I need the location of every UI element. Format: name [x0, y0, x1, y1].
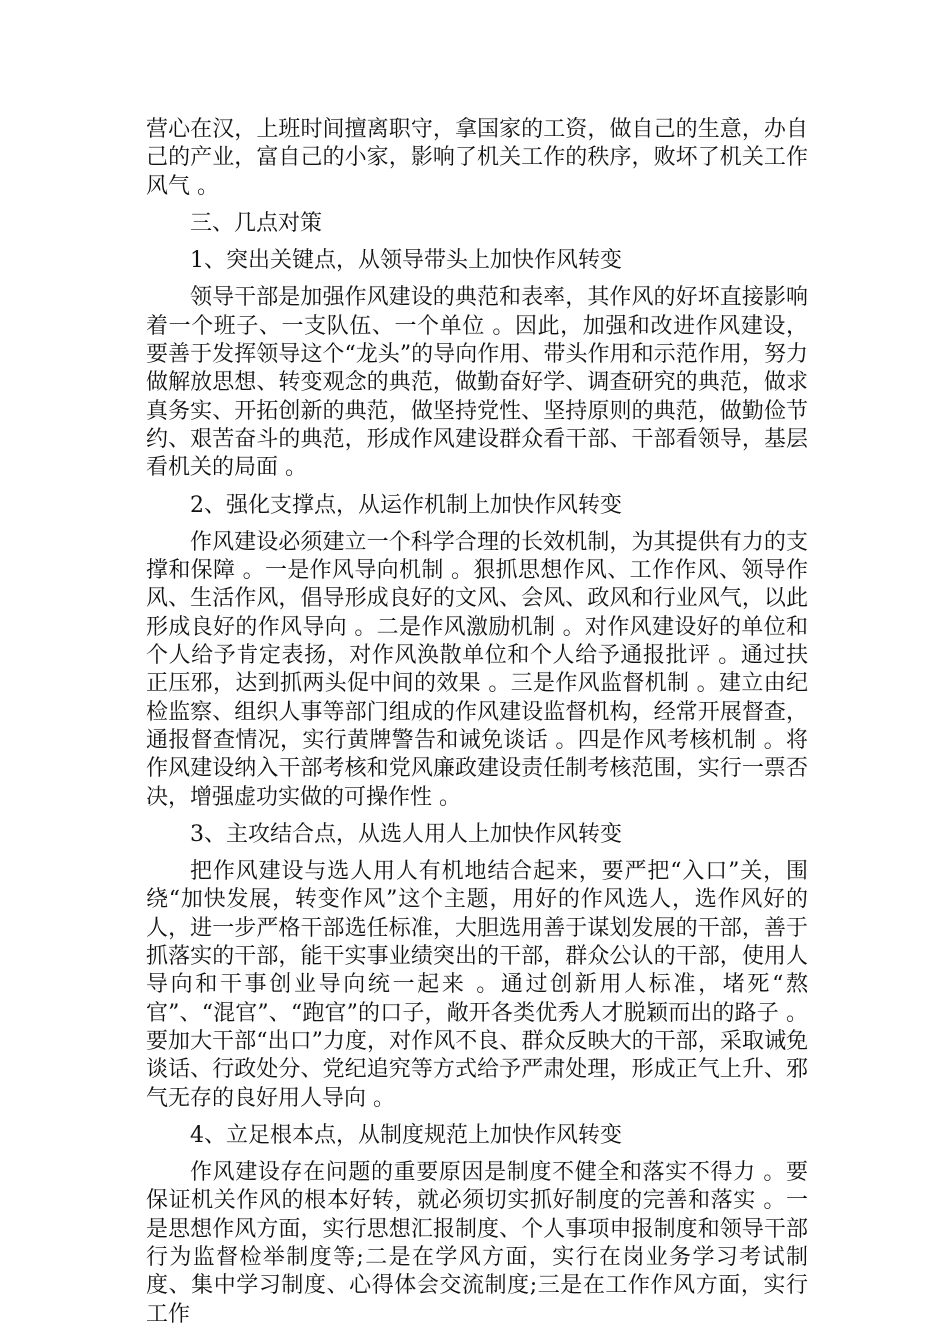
subheading-2: 2、强化支撑点，从运作机制上加快作风转变 — [190, 492, 622, 518]
paragraph-mechanism: 作风建设必须建立一个科学合理的长效机制，为其提供有力的支撑和保障 。一是作风导向机制 。狠抓思想作风、工作作风、领导作风、生活作风，倡导形成良好的文风、会风、政风和行业风气，以此形成良好的作风导向 。二是作风激励机制 。对作风建设好的单位和个人给予肯定表扬，对作风涣散单位和个人给予通报批评 。通过扶正压邪，达到抓两头促中间的效果 。三是作风监督机制 。建立由纪检监察、组织人事等部门组成的作风建设监督机构，经常开展督查，通报督查情况，实行黄牌警告和诫免谈话 。四是作风考核机制 。将作风建设纳入干部考核和党风廉政建设责任制考核范围，实行一票否决，增强虚功实做的可操作性 。 — [146, 529, 808, 810]
paragraph-personnel: 把作风建设与选人用人有机地结合起来，要严把“入口”关，围绕“加快发展，转变作风”这个主题，用好的作风选人，选作风好的人，进一步严格干部选任标准，大胆选用善于谋划发展的干部，善于抓落实的干部，能干实事业绩突出的干部，群众公认的干部，使用人导向和干事创业导向统一起来 。通过创新用人标准，堵死“熬官”、“混官”、“跑官”的口子，敞开各类优秀人才脱颖而出的路子 。要加大干部“出口”力度，对作风不良、群众反映大的干部，采取诫免谈话、行政处分、党纪追究等方式给予严肃处理，形成正气上升、邪气无存的良好用人导向 。 — [146, 859, 808, 1111]
paragraph-institutions: 作风建设存在问题的重要原因是制度不健全和落实不得力 。要保证机关作风的根本好转，就必须切实抓好制度的完善和落实 。一是思想作风方面，实行思想汇报制度、个人事项申报制度和领导干部行为监督检举制度等;二是在学风方面，实行在岗业务学习考试制度、集中学习制度、心得体会交流制度;三是在工作作风方面，实行工作 — [146, 1160, 808, 1327]
paragraph-continuation: 营心在汉，上班时间擅离职守，拿国家的工资，做自己的生意，办自己的产业，富自己的小家，影响了机关工作的秩序，败坏了机关工作风气 。 — [146, 117, 808, 199]
document-page — [146, 116, 808, 1338]
subheading-3: 3、主攻结合点，从选人用人上加快作风转变 — [190, 821, 622, 847]
subheading-1: 1、突出关键点，从领导带头上加快作风转变 — [190, 248, 622, 274]
section-heading-countermeasures: 三、几点对策 — [190, 210, 323, 236]
paragraph-leadership: 领导干部是加强作风建设的典范和表率，其作风的好坏直接影响着一个班子、一支队伍、一个单位 。因此，加强和改进作风建设，要善于发挥领导这个“龙头”的导向作用、带头作用和示范作用，努力做解放思想、转变观念的典范，做勤奋好学、调查研究的典范，做求真务实、开拓创新的典范，做坚持党性、坚持原则的典范，做勤俭节约、艰苦奋斗的典范，形成作风建设群众看干部、干部看领导，基层看机关的局面 。 — [146, 285, 808, 481]
subheading-4: 4、立足根本点，从制度规范上加快作风转变 — [190, 1122, 622, 1148]
